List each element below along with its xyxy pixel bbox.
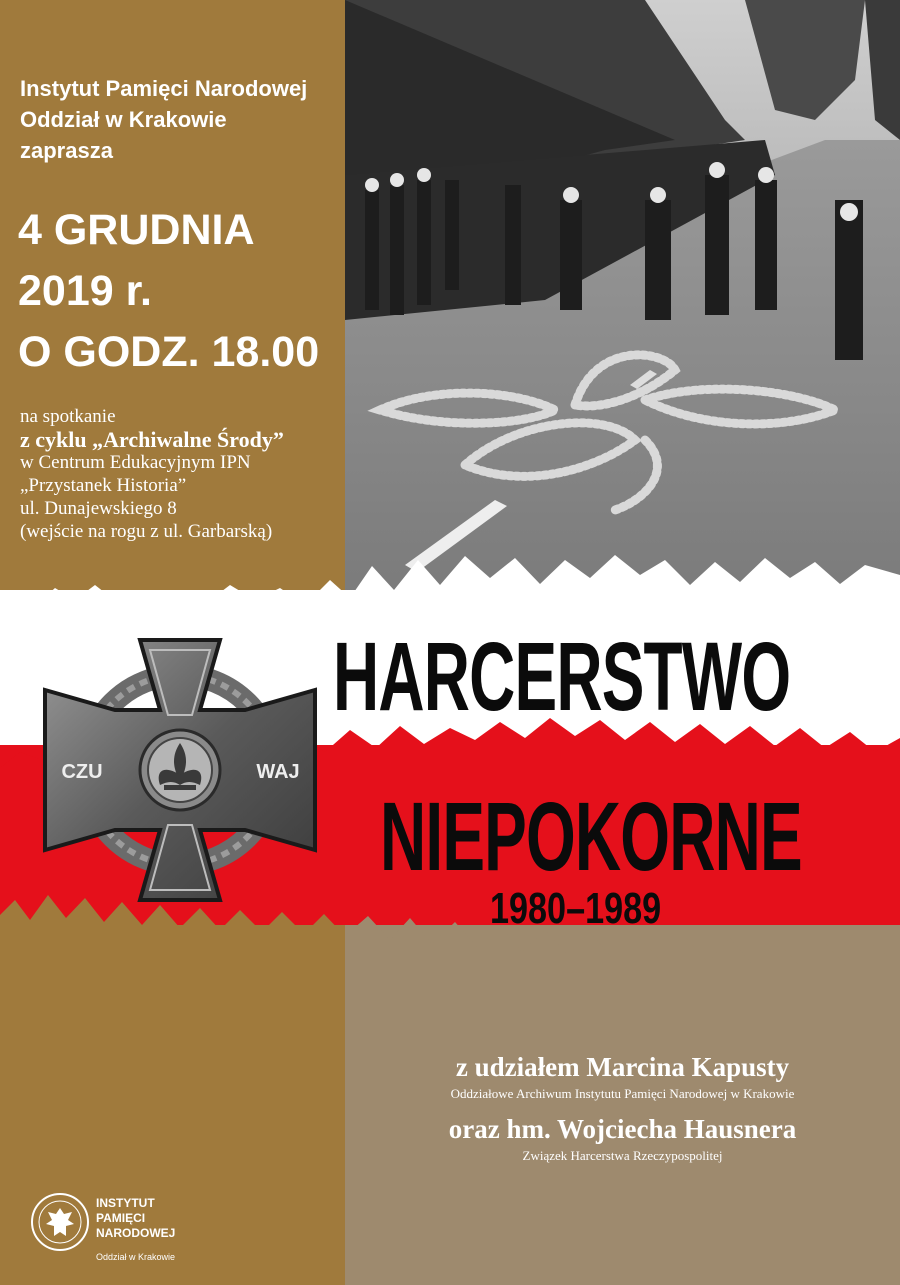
speakers-block <box>345 1050 900 1174</box>
event-date-block <box>18 200 319 383</box>
event-year: 2019 r. <box>18 267 152 315</box>
series-name: z cyklu „Archiwalne Środy” <box>20 427 284 452</box>
logo-subtitle: Oddział w Krakowie <box>96 1252 176 1262</box>
harcerski-cross-emblem <box>40 635 320 905</box>
venue-name: „Przystanek Historia” <box>20 475 187 496</box>
logo-line-3: NARODOWEJ <box>96 1226 176 1240</box>
emblem-left-text: CZU <box>61 761 103 783</box>
speaker-2-affiliation: Związek Harcerstwa Rzeczypospolitej <box>522 1148 723 1163</box>
venue-intro: na spotkanie <box>20 406 116 427</box>
organizer-block <box>20 73 307 166</box>
venue-center: w Centrum Edukacyjnym IPN <box>20 452 251 473</box>
venue-entrance: (wejście na rogu z ul. Garbarską) <box>20 521 273 542</box>
invite-word: zaprasza <box>20 138 113 163</box>
logo-line-1: INSTYTUT <box>96 1196 155 1210</box>
speaker-1-name: z udziałem Marcina Kapusty <box>455 1052 790 1082</box>
venue-address: ul. Dunajewskiego 8 <box>20 498 177 519</box>
title-line-1: HARCERSTWO <box>333 621 791 732</box>
ipn-logo-text <box>96 1196 175 1241</box>
title-line-2: NIEPOKORNE <box>380 781 802 892</box>
speaker-2-name: oraz hm. Wojciecha Hausnera <box>448 1114 797 1144</box>
organizer-branch: Oddział w Krakowie <box>20 107 227 132</box>
ipn-seal-icon <box>30 1192 90 1252</box>
venue-block <box>20 405 284 543</box>
event-time: O GODZ. 18.00 <box>18 328 320 376</box>
speaker-1-affiliation: Oddziałowe Archiwum Instytutu Pamięci Narodowej w Krakowie <box>450 1086 795 1101</box>
organizer-name: Instytut Pamięci Narodowej <box>20 76 308 101</box>
title-years: 1980–1989 <box>490 885 662 934</box>
emblem-right-text: WAJ <box>256 761 300 783</box>
logo-line-2: PAMIĘCI <box>96 1211 146 1225</box>
event-day: 4 GRUDNIA <box>18 206 255 254</box>
